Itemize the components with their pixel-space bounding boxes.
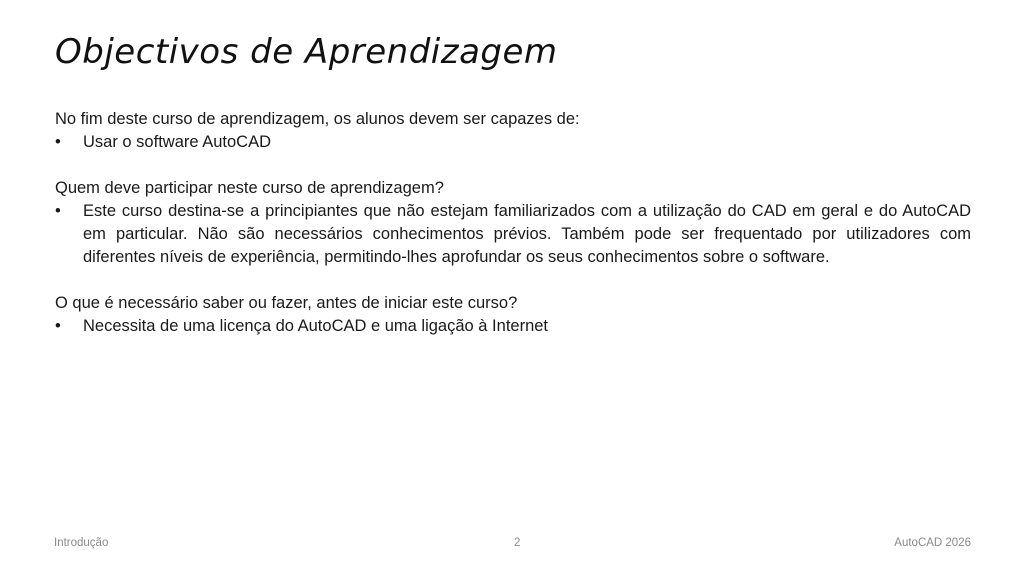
bullet-item (55, 200, 971, 269)
section-heading-prerequisites: O que é necessário saber ou fazer, antes de iniciar este curso? (55, 294, 518, 312)
footer-section-label: Introdução (54, 537, 109, 549)
footer-page-number: 2 (514, 537, 521, 549)
bullet-icon: • (55, 317, 61, 335)
bullet-icon: • (55, 202, 61, 220)
section-heading-audience: Quem deve participar neste curso de aprendizagem? (55, 179, 444, 197)
bullet-text: Este curso destina-se a principiantes que não estejam familiarizados com a utilização do CAD em geral e do AutoCAD em particular. Não são necessários conhecimentos prévios. Também pode ser frequentado por utilizadores com diferentes níveis de experiência, permitindo-lhes aprofundar os seus conhecimentos sobre o software. (83, 202, 971, 266)
bullet-text: Usar o software AutoCAD (83, 133, 271, 151)
slide-content (55, 108, 971, 338)
bullet-text: Necessita de uma licença do AutoCAD e uma ligação à Internet (83, 317, 549, 335)
bullet-item (55, 131, 971, 154)
section-heading-objectives: No fim deste curso de aprendizagem, os alunos devem ser capazes de: (55, 110, 580, 128)
bullet-item (55, 315, 971, 338)
footer-course-name: AutoCAD 2026 (894, 537, 971, 549)
slide-title: Objectivos de Aprendizagem (55, 32, 558, 72)
bullet-icon: • (55, 133, 61, 151)
